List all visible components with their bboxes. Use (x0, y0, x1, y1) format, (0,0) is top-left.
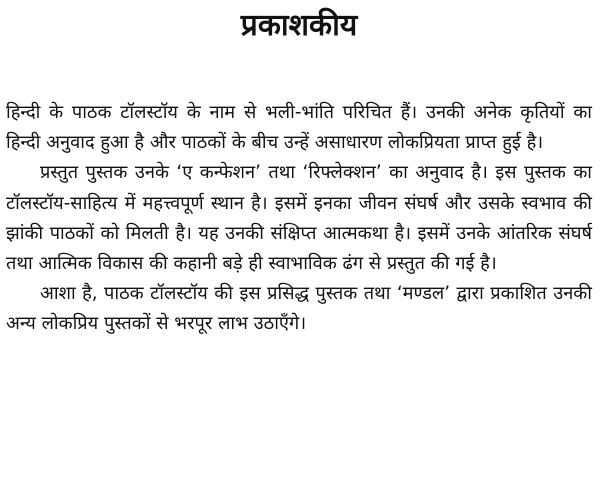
document-body (6, 98, 592, 340)
paragraph-intro: हिन्दी के पाठक टॉलस्टॉय के नाम से भली-भांति परिचित हैं। उनकी अनेक कृतियों का हिन्दी अनुवाद हुआ है और पाठकों के बीच उन्हें असाधारण लोकप्रियता प्राप्त हुई है। (6, 102, 592, 154)
paragraph-book-description: प्रस्तुत पुस्तक उनके ‘ए कन्फेशन’ तथा ‘रिफ्लेक्शन’ का अनुवाद है। इस पुस्तक का टॉलस्टॉय-साहित्य में महत्त्वपूर्ण स्थान है। इसमें इनका जीवन संघर्ष और उसके स्वभाव की झांकी पाठकों को मिलती है। यह उनकी संक्षिप्त आत्मकथा है। इसमें उनके आंतरिक संघर्ष तथा आत्मिक विकास की कहानी बड़े ही स्वाभाविक ढंग से प्रस्तुत की गई है। (6, 162, 592, 275)
paragraph-closing: आशा है, पाठक टॉलस्टॉय की इस प्रसिद्ध पुस्तक तथा ‘मण्डल’ द्वारा प्रकाशित उनकी अन्य लोकप्रिय पुस्तकों से भरपूर लाभ उठाएँगे। (6, 283, 592, 335)
page-title: प्रकाशकीय (240, 8, 358, 43)
